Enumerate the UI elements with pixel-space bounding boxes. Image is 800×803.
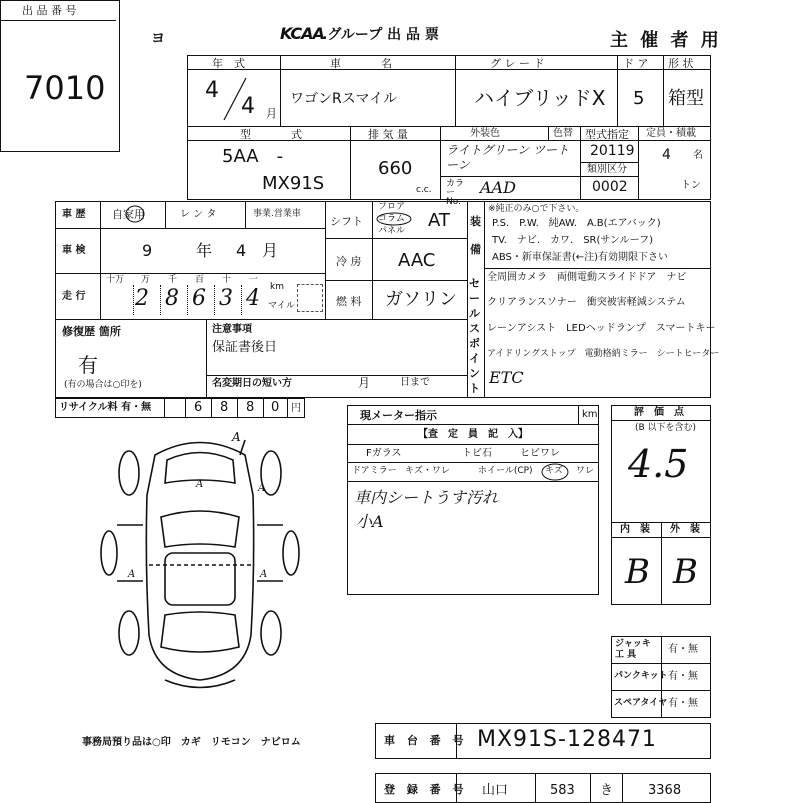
recycle-digit: 0 bbox=[271, 400, 280, 415]
exterior-color-label: 外装色 bbox=[470, 128, 500, 139]
shift-circle bbox=[375, 211, 413, 227]
office-note: 事務局預り品は○印 カギ リモコン ナビロム bbox=[82, 737, 301, 748]
repair-note: (有の場合は○印を) bbox=[64, 380, 142, 390]
stray-mark: ヨ bbox=[151, 31, 165, 47]
registration-number: 3368 bbox=[648, 783, 682, 798]
name-change-month: 月 bbox=[358, 376, 371, 390]
car-damage-diagram bbox=[95, 425, 305, 705]
organizer-label: 主 催 者 用 bbox=[610, 30, 722, 51]
shift-value: AT bbox=[428, 210, 450, 231]
mileage-label: 走 行 bbox=[62, 291, 86, 302]
score-label: 評 価 点 bbox=[634, 407, 684, 418]
history-value: 自家用 bbox=[112, 208, 145, 221]
glass-opt-1: トビ石 bbox=[462, 448, 492, 459]
interior-label: 内 装 bbox=[620, 524, 650, 535]
displacement-label: 排 気 量 bbox=[368, 128, 408, 141]
recycle-label: リサイクル料 有・無 bbox=[59, 402, 152, 413]
mileage-km: km bbox=[270, 282, 284, 292]
shape-label: 形 状 bbox=[668, 57, 694, 70]
puncture-value: 有・無 bbox=[668, 671, 698, 682]
mileage-digit: 3 bbox=[219, 286, 233, 311]
wheel-opt-1: キズ bbox=[545, 466, 563, 476]
history-label: 車 歴 bbox=[62, 209, 86, 220]
exterior-value: B bbox=[673, 552, 698, 592]
equipment-legend: ※純正のみ○で下さい。 bbox=[488, 204, 585, 214]
inspection-year: 9 bbox=[142, 241, 153, 260]
inspection-month-unit: 月 bbox=[262, 241, 279, 260]
form-title: .グループ 出 品 票 bbox=[322, 27, 439, 43]
type-designation-value: 20119 bbox=[590, 143, 635, 159]
damage-mark: A bbox=[258, 483, 266, 494]
inspection-month: 4 bbox=[236, 241, 247, 260]
recycle-digit: 6 bbox=[194, 400, 203, 415]
mileage-digit-label: 一 bbox=[249, 275, 259, 285]
repair-label: 修復歴 箇所 bbox=[62, 325, 121, 338]
chassis-value: MX91S-128471 bbox=[477, 727, 657, 752]
interior-value: B bbox=[625, 552, 650, 592]
equipment-line-3: ABS・新車保証書(←注)有効期限下さい bbox=[492, 252, 669, 263]
shift-position: フロア bbox=[378, 202, 406, 212]
puncture-label: パンクキット bbox=[614, 671, 668, 681]
name-label: 車 名 bbox=[330, 57, 398, 70]
model-code: MX91S bbox=[262, 173, 325, 194]
damage-mark: A bbox=[196, 479, 204, 490]
mileage-digit-label: 十 bbox=[222, 275, 232, 285]
sales-point-2: クリアランスソナー 衝突被害軽減システム bbox=[487, 297, 686, 308]
sales-point-4: アイドリングストップ 電動格納ミラー シートヒーター bbox=[487, 349, 720, 359]
rental-label: レ ン タ bbox=[180, 209, 217, 220]
capacity-value: 4 bbox=[662, 147, 671, 163]
score-value: 4.5 bbox=[628, 442, 689, 486]
equipment-line-2: TV. ナビ. カワ. SR(サンルーフ) bbox=[492, 235, 654, 246]
mileage-mile-box bbox=[297, 284, 323, 312]
registration-class: 583 bbox=[550, 783, 575, 798]
color-swap-label: 色替 bbox=[553, 128, 573, 139]
model-label: 型 式 bbox=[240, 128, 308, 141]
sales-point-label: セールスポイント bbox=[469, 277, 480, 395]
type-designation-label: 型式指定 bbox=[585, 128, 629, 141]
mileage-digit-label: 十万 bbox=[106, 275, 125, 285]
model-prefix: 5AA - bbox=[222, 146, 284, 167]
wheel-circle bbox=[540, 461, 572, 483]
name-change-label: 名変期日の短い方 bbox=[212, 378, 292, 389]
color-no-value: AAD bbox=[480, 178, 516, 197]
year-value: 4 bbox=[205, 78, 219, 103]
inspection-year-unit: 年 bbox=[196, 241, 213, 260]
displacement-value: 660 bbox=[378, 158, 413, 179]
year-label: 年 式 bbox=[212, 57, 245, 70]
wheel-opt-2: ワレ bbox=[576, 466, 595, 476]
grade-value: ハイブリッドX bbox=[474, 86, 606, 110]
caution-value: 保証書後日 bbox=[212, 340, 278, 355]
registration-kana: き bbox=[600, 783, 614, 798]
history-circle bbox=[124, 203, 146, 225]
note-line-2: 小A bbox=[356, 512, 384, 531]
category-label: 類別区分 bbox=[587, 164, 627, 175]
ac-label: 冷 房 bbox=[336, 255, 362, 268]
damage-mark: A bbox=[128, 569, 136, 580]
meter-unit: km bbox=[582, 409, 598, 420]
shape-value: 箱型 bbox=[668, 88, 704, 109]
mileage-digit: 6 bbox=[192, 286, 206, 311]
spare-label: スペアタイヤ bbox=[614, 698, 668, 708]
equipment-label: 装備 bbox=[470, 215, 481, 256]
inspection-label: 車 検 bbox=[62, 245, 86, 256]
car-name: ワゴンRスマイル bbox=[290, 91, 398, 107]
sales-point-3: レーンアシスト LEDヘッドランプ スマートキー bbox=[487, 323, 716, 334]
jack-label: ジャッキ 工 具 bbox=[615, 639, 651, 660]
recycle-digit: 8 bbox=[246, 400, 255, 415]
mileage-digit-label: 百 bbox=[195, 275, 205, 285]
displacement-unit: c.c. bbox=[416, 185, 432, 195]
business-label: 事業.営業車 bbox=[253, 209, 301, 219]
doors-value: 5 bbox=[633, 88, 645, 109]
caution-label: 注意事項 bbox=[212, 324, 252, 335]
month-unit: 月 bbox=[266, 107, 277, 120]
mirror-opts: キズ・ワレ bbox=[405, 466, 450, 476]
exterior-label: 外 装 bbox=[670, 524, 700, 535]
spare-value: 有・無 bbox=[668, 698, 698, 709]
repair-value: 有 bbox=[78, 353, 98, 377]
mileage-mile: マイル bbox=[268, 301, 295, 311]
mileage-digit: 2 bbox=[135, 286, 149, 311]
equipment-line-1: P.S. P.W. 純AW. A.B(エアバック) bbox=[492, 218, 661, 229]
color-no-label: カラー No. bbox=[446, 179, 465, 207]
brand-logo: KCAA bbox=[280, 24, 324, 43]
note-line-1: 車内シートうす汚れ bbox=[354, 488, 499, 507]
ac-value: AAC bbox=[398, 250, 436, 271]
shift-label: シフト bbox=[330, 215, 363, 228]
month-value: 4 bbox=[241, 94, 255, 119]
capacity-unit: 名 bbox=[693, 150, 703, 161]
meter-label: 現メーター指示 bbox=[360, 409, 437, 422]
sales-point-5: ETC bbox=[489, 368, 524, 387]
shift-position: パネル bbox=[378, 226, 406, 236]
category-value: 0002 bbox=[592, 179, 628, 195]
notes-label: 【査 定 員 記 入】 bbox=[418, 429, 528, 440]
registration-label: 登 録 番 号 bbox=[384, 783, 468, 796]
mileage-digit: 8 bbox=[165, 286, 179, 311]
sales-point-1: 全周囲カメラ 両側電動スライドドア ナビ bbox=[487, 272, 687, 283]
recycle-unit: 円 bbox=[291, 403, 301, 414]
recycle-digit: 8 bbox=[220, 400, 229, 415]
mileage-digit: 4 bbox=[246, 286, 260, 311]
mirror-label: ドアミラー bbox=[352, 466, 397, 476]
glass-label: Fガラス bbox=[366, 448, 402, 459]
chassis-label: 車 台 番 号 bbox=[384, 734, 468, 747]
mileage-digit-label: 万 bbox=[141, 275, 151, 285]
score-note: (B 以下を含む) bbox=[635, 423, 697, 433]
damage-mark: A bbox=[260, 569, 268, 580]
lot-number-label: 出 品 番 号 bbox=[22, 4, 77, 17]
doors-label: ド ア bbox=[623, 57, 649, 70]
fuel-label: 燃 料 bbox=[336, 295, 362, 308]
glass-opt-2: ヒビワレ bbox=[520, 448, 560, 459]
wheel-label: ホイール(CP) bbox=[478, 466, 533, 476]
name-change-day: 日まで bbox=[400, 377, 430, 388]
exterior-color-value: ライトグリーン ツートーン bbox=[446, 143, 569, 172]
grade-label: グ レ ー ド bbox=[490, 57, 545, 70]
mileage-digit-label: 千 bbox=[168, 275, 178, 285]
load-unit: トン bbox=[681, 180, 701, 191]
fuel-value: ガソリン bbox=[385, 289, 457, 310]
lot-number: 7010 bbox=[24, 69, 106, 107]
registration-area: 山口 bbox=[482, 783, 509, 798]
damage-mark: A bbox=[232, 430, 241, 444]
capacity-label: 定員・積載 bbox=[646, 128, 696, 139]
shift-position: コラム bbox=[378, 214, 405, 224]
lot-number-box bbox=[0, 0, 120, 152]
jack-value: 有・無 bbox=[668, 644, 698, 655]
